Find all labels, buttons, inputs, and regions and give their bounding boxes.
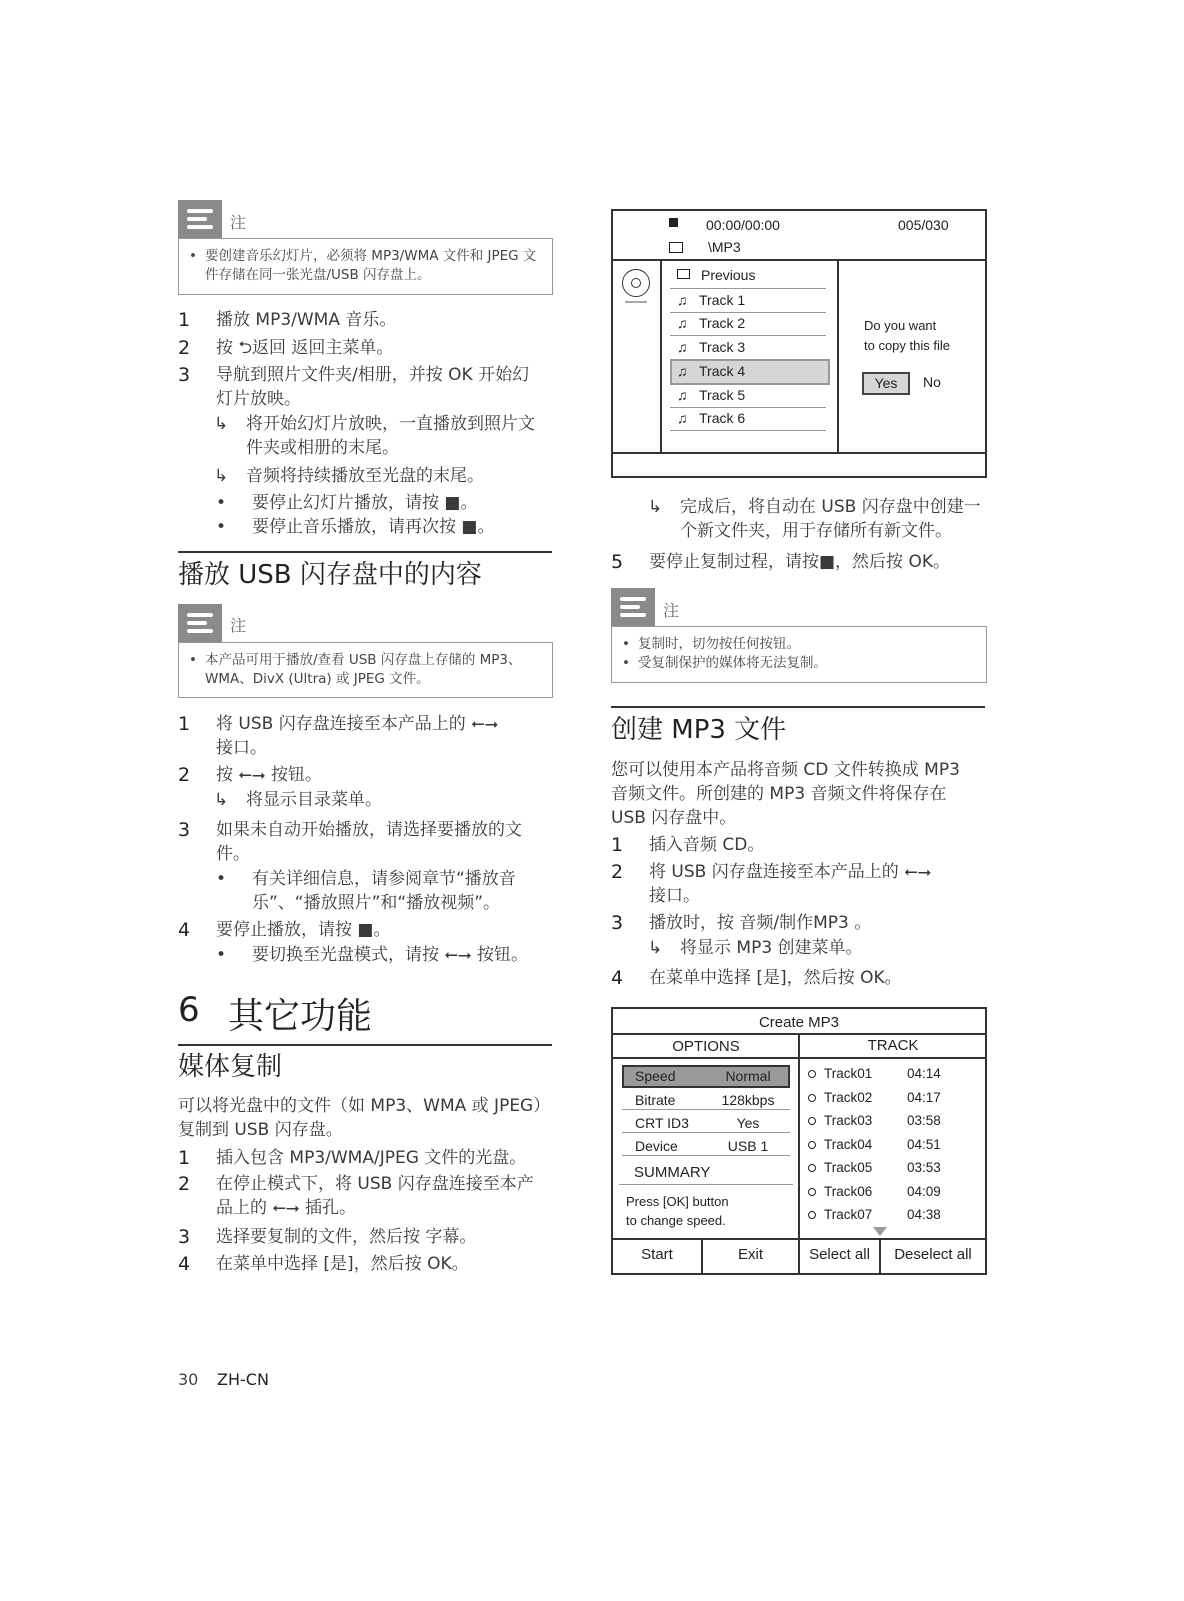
track-item[interactable]: Track 4: [699, 363, 746, 379]
track-duration: 03:58: [907, 1113, 941, 1128]
option-label: Device: [635, 1138, 678, 1154]
disc-icon: [622, 269, 650, 297]
step-text: 在菜单中选择 [是]，然后按 OK。: [216, 1254, 469, 1274]
step-text: 要停止播放，请按 ■。: [216, 920, 391, 940]
folder-up-icon: [677, 269, 690, 279]
no-button[interactable]: No: [923, 374, 941, 390]
step-text: 插入包含 MP3/WMA/JPEG 文件的光盘。: [216, 1148, 527, 1168]
arrow-icon: ↳: [214, 466, 229, 486]
step-number: 2: [178, 337, 191, 359]
deselect-all-button[interactable]: Deselect all: [894, 1246, 972, 1263]
note-item: • 本产品可用于播放/查看 USB 闪存盘上存储的 MP3、WMA、DivX (Ultra) 或 JPEG 文件。: [187, 651, 542, 689]
time-display: 00:00/00:00: [706, 217, 780, 233]
option-label: CRT ID3: [635, 1115, 689, 1131]
stop-icon: [669, 218, 678, 227]
step-number: 3: [178, 1226, 191, 1248]
folder-path: \MP3: [708, 239, 741, 255]
page-number: 30: [178, 1370, 199, 1389]
disc-underline: [625, 301, 647, 303]
summary-text: Press [OK] button: [626, 1194, 729, 1209]
track-item[interactable]: Track 3: [699, 339, 746, 355]
track-duration: 04:38: [907, 1207, 941, 1222]
divider: [622, 1109, 790, 1110]
track-name[interactable]: Track03: [824, 1113, 873, 1128]
music-note-icon: ♫: [677, 315, 688, 331]
bullet-text: 要停止音乐播放，请再次按 ■。: [252, 517, 495, 537]
step-number: 3: [611, 912, 624, 934]
step-number: 5: [611, 551, 624, 573]
track-duration: 04:09: [907, 1183, 941, 1199]
copy-prompt: Do you want: [864, 318, 937, 333]
music-note-icon: ♫: [677, 363, 688, 379]
copy-prompt: to copy this file: [864, 338, 950, 353]
step-text: 导航到照片文件夹/相册，并按 OK 开始幻灯片放映。: [216, 365, 530, 409]
selection-highlight: [670, 359, 830, 385]
music-note-icon: ♫: [677, 410, 688, 426]
step-number: 4: [178, 919, 191, 941]
options-header: OPTIONS: [672, 1038, 740, 1055]
section-rule: [611, 706, 985, 708]
folder-icon: [669, 242, 683, 253]
section-heading: 播放 USB 闪存盘中的内容: [178, 560, 482, 590]
track-checkbox-icon[interactable]: [808, 1211, 816, 1219]
track-name[interactable]: Track02: [824, 1089, 873, 1105]
step-number: 2: [611, 861, 624, 883]
divider: [670, 335, 826, 336]
step-text: 选择要复制的文件，然后按 字幕。: [216, 1227, 477, 1247]
list-item-previous[interactable]: Previous: [701, 267, 756, 283]
track-item[interactable]: Track 6: [699, 410, 746, 426]
track-item[interactable]: Track 1: [699, 292, 746, 308]
summary-header: SUMMARY: [634, 1164, 711, 1181]
option-value: USB 1: [727, 1138, 769, 1154]
arrow-icon: ↳: [648, 938, 663, 958]
chapter-title: 其它功能: [228, 996, 373, 1037]
exit-button[interactable]: Exit: [737, 1246, 763, 1263]
section-rule: [178, 551, 552, 553]
track-duration: 04:14: [907, 1066, 941, 1081]
step-number: 1: [178, 1147, 191, 1169]
track-name[interactable]: Track07: [824, 1207, 873, 1222]
divider: [798, 1033, 800, 1273]
divider: [622, 1155, 790, 1156]
music-note-icon: ♫: [677, 292, 688, 308]
paragraph: 您可以使用本产品将音频 CD 文件转换成 MP3 音频文件。所创建的 MP3 音频文件将保存在 USB 闪存盘中。: [611, 760, 960, 828]
option-value: Normal: [725, 1068, 771, 1084]
track-name[interactable]: Track05: [824, 1160, 873, 1175]
music-note-icon: ♫: [677, 387, 688, 403]
track-item[interactable]: Track 5: [699, 387, 746, 403]
note-label: 注: [663, 601, 680, 620]
create-mp3-screen: [611, 1007, 987, 1275]
track-header: TRACK: [867, 1037, 919, 1054]
note-label: 注: [230, 213, 247, 232]
divider: [837, 259, 839, 452]
step-number: 1: [611, 834, 624, 856]
step-text: 将 USB 闪存盘连接至本产品上的 ⭠⭢ 接口。: [649, 862, 932, 906]
track-checkbox-icon[interactable]: [808, 1070, 816, 1078]
file-count: 005/030: [898, 217, 949, 233]
note-box: [178, 238, 553, 295]
track-checkbox-icon[interactable]: [808, 1094, 816, 1102]
arrow-icon: ↳: [214, 414, 229, 434]
note-icon: [611, 588, 655, 626]
divider: [670, 312, 826, 313]
track-duration: 03:53: [907, 1160, 941, 1175]
start-button[interactable]: Start: [641, 1246, 673, 1263]
note-item: • 要创建音乐幻灯片，必须将 MP3/WMA 文件和 JPEG 文件存储在同一张光盘/USB 闪存盘上。: [187, 247, 542, 285]
divider: [613, 452, 985, 454]
step-text: 插入音频 CD。: [649, 835, 765, 855]
track-checkbox-icon[interactable]: [808, 1188, 816, 1196]
step-number: 4: [611, 967, 624, 989]
track-name[interactable]: Track06: [824, 1183, 873, 1199]
section-heading: 媒体复制: [178, 1052, 283, 1082]
step-number: 3: [178, 819, 191, 841]
step-text: 按 ⮌返回 返回主菜单。: [216, 338, 394, 358]
step-text: 播放 MP3/WMA 音乐。: [216, 310, 397, 330]
paragraph: 可以将光盘中的文件（如 MP3、WMA 或 JPEG）复制到 USB 闪存盘。: [178, 1096, 542, 1140]
step-text: 播放时，按 音频/制作MP3 。: [649, 913, 872, 933]
note-icon: [178, 200, 222, 238]
step-number: 3: [178, 364, 191, 386]
result-text: 将开始幻灯片放映，一直播放到照片文件夹或相册的末尾。: [246, 414, 535, 458]
note-icon: [178, 604, 222, 642]
note-box: [611, 626, 987, 683]
chapter-number: 6: [178, 990, 200, 1030]
screen-title: Create MP3: [758, 1014, 840, 1031]
track-name[interactable]: Track01: [824, 1066, 873, 1081]
step-number: 1: [178, 309, 191, 331]
divider: [670, 288, 826, 289]
yes-button[interactable]: Yes: [862, 372, 910, 395]
note-label: 注: [230, 616, 247, 635]
result-text: 将显示目录菜单。: [246, 790, 382, 810]
step-text: 在停止模式下，将 USB 闪存盘连接至本产品上的 ⭠⭢ 插孔。: [216, 1174, 534, 1218]
step-text: 按 ⭠⭢ 按钮。: [216, 765, 323, 785]
arrow-icon: ↳: [214, 790, 229, 810]
track-item[interactable]: Track 2: [699, 315, 746, 331]
track-duration: 04:51: [907, 1136, 941, 1152]
divider: [660, 259, 662, 452]
step-text: 在菜单中选择 [是]，然后按 OK。: [649, 968, 902, 988]
divider: [670, 383, 826, 384]
copy-screen: [611, 209, 987, 478]
step-number: 1: [178, 713, 191, 735]
track-checkbox-icon[interactable]: [808, 1141, 816, 1149]
divider: [619, 1184, 793, 1185]
step-number: 2: [178, 1173, 191, 1195]
divider: [613, 1238, 985, 1240]
option-label: Speed: [635, 1068, 676, 1084]
select-all-button[interactable]: Select all: [809, 1246, 870, 1263]
step-number: 4: [178, 1253, 191, 1275]
option-label: Bitrate: [635, 1092, 676, 1108]
scroll-down-icon[interactable]: [873, 1227, 887, 1236]
step-number: 2: [178, 764, 191, 786]
option-value: 128kbps: [721, 1092, 775, 1108]
arrow-icon: ↳: [648, 497, 663, 517]
result-text: 音频将持续播放至光盘的末尾。: [246, 466, 484, 486]
result-text: 完成后，将自动在 USB 闪存盘中创建一个新文件夹，用于存储所有新文件。: [680, 497, 981, 541]
track-checkbox-icon[interactable]: [808, 1117, 816, 1125]
note-item: • 受复制保护的媒体将无法复制。: [620, 654, 975, 673]
note-item: • 复制时，切勿按任何按钮。: [620, 635, 975, 654]
result-text: 将显示 MP3 创建菜单。: [680, 938, 863, 958]
divider: [622, 1132, 790, 1133]
track-checkbox-icon[interactable]: [808, 1164, 816, 1172]
step-text: 要停止复制过程，请按■，然后按 OK。: [649, 552, 950, 572]
option-value: Yes: [736, 1115, 760, 1131]
bullet-text: 要切换至光盘模式，请按 ⭠⭢ 按钮。: [252, 945, 529, 965]
note-box: [178, 642, 553, 698]
divider: [670, 430, 826, 431]
section-heading: 创建 MP3 文件: [611, 715, 787, 745]
language-code: ZH-CN: [217, 1370, 269, 1389]
track-duration: 04:17: [907, 1089, 941, 1105]
step-text: 如果未自动开始播放，请选择要播放的文件。: [216, 820, 522, 864]
summary-text: to change speed.: [626, 1213, 726, 1228]
step-text: 将 USB 闪存盘连接至本产品上的 ⭠⭢ 接口。: [216, 714, 499, 758]
bullet-text: 有关详细信息，请参阅章节“播放音乐”、“播放照片”和“播放视频”。: [252, 869, 516, 913]
bullet-text: 要停止幻灯片播放，请按 ■。: [252, 493, 478, 513]
music-note-icon: ♫: [677, 339, 688, 355]
divider: [613, 259, 985, 261]
divider: [670, 407, 826, 408]
track-name[interactable]: Track04: [824, 1136, 873, 1152]
